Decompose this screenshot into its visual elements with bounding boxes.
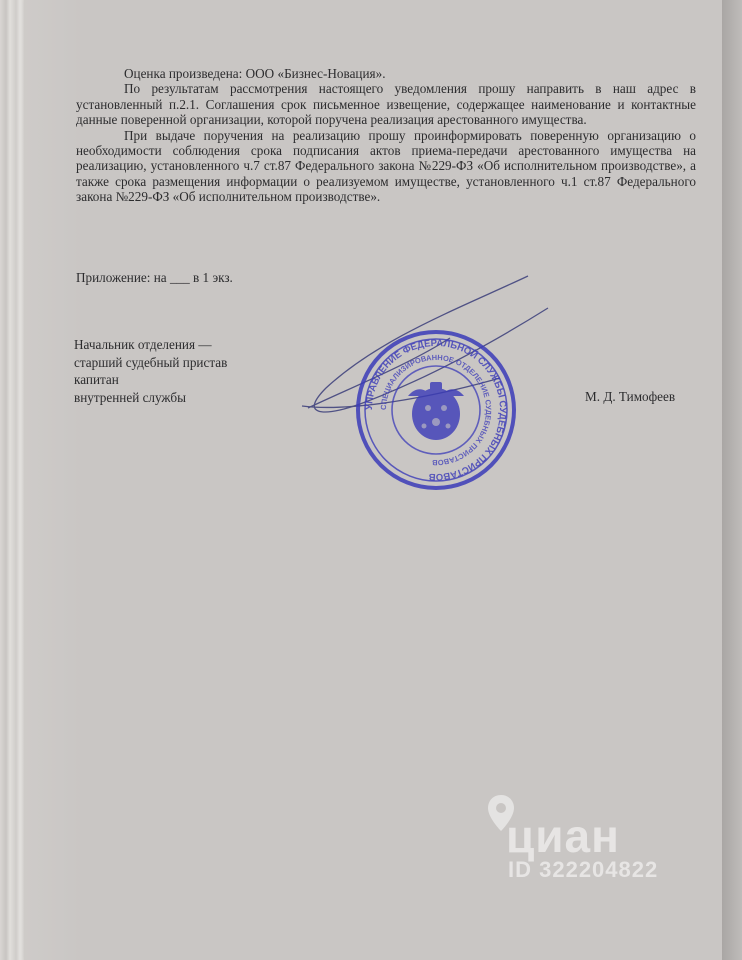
official-stamp <box>290 268 560 490</box>
scan-edge <box>722 0 742 960</box>
stamp-inner-text: СПЕЦИАЛИЗИРОВАННОЕ ОТДЕЛЕНИЕ СУДЕБНЫХ ПРИСТАВОВ <box>378 352 494 468</box>
signer-title-line: Начальник отделения — <box>74 337 212 352</box>
paragraph-instruction: При выдаче поручения на реализацию прошу проинформировать поверенную организацию о необходимости соблюдения срока подписания актов приема-передачи арестованного имущества на реализацию, установленного ч.7 ст.87 Федерального закона №229-ФЗ «Об исполнительном производстве», а также срока размещения информации о реализуемом имуществе, установленного ч.1 ст.87 Федерального закона №229-ФЗ «Об исполнительном производстве». <box>76 127 696 205</box>
double-headed-eagle-icon <box>408 382 464 440</box>
cian-watermark <box>468 793 708 893</box>
signer-title-line: внутренней службы <box>74 389 186 405</box>
paragraph-appraisal: Оценка произведена: ООО «Бизнес-Новация». <box>124 66 386 81</box>
paragraph-request: По результатам рассмотрения настоящего уведомления прошу направить в наш адрес в установленный п.2.1. Соглашения срок письменное извещение, содержащее наименование и контактные данные поверенной организации, которой поручена реализация арестованного имущества. <box>76 81 696 128</box>
signer-name: М. Д. Тимофеев <box>585 389 676 404</box>
document-body <box>76 66 696 205</box>
watermark-id: ID 322204822 <box>508 857 659 882</box>
stamp-outer-text: УПРАВЛЕНИЕ ФЕДЕРАЛЬНОЙ СЛУЖБЫ СУДЕБНЫХ ПРИСТАВОВ <box>363 337 509 483</box>
signer-block <box>74 336 227 406</box>
watermark-logo: циан <box>506 810 620 862</box>
signer-title-line: капитан <box>74 372 119 387</box>
attachment-line: Приложение: на ___ в 1 экз. <box>76 270 233 285</box>
stamp-and-signature-graphic <box>290 268 560 490</box>
stamp-seal <box>358 332 514 488</box>
signer-title-line: старший судебный пристав <box>74 354 228 370</box>
